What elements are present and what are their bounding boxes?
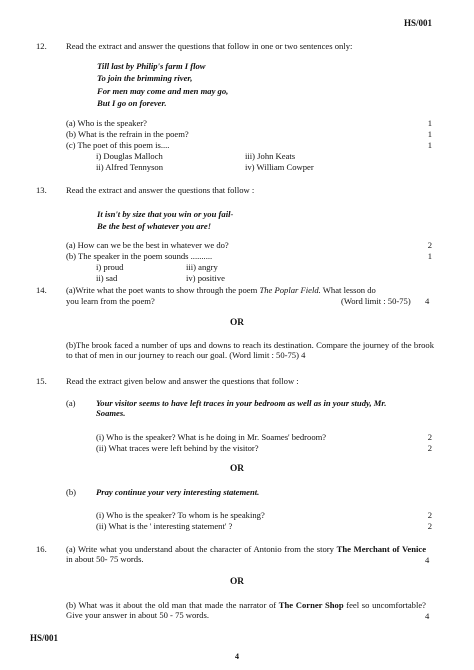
q12-number: 12.: [36, 41, 47, 51]
q13-mark-a: 2: [427, 240, 432, 250]
q14-part-a: (a)Write what the poet wants to show through the poem The Poplar Field. What lesson do: [66, 285, 376, 295]
or-divider: OR: [229, 577, 245, 587]
poem-line: Be the best of whatever you are!: [97, 221, 212, 232]
poem-line: For men may come and men may go,: [97, 85, 229, 96]
q13-item-b: (b) The speaker in the poem sounds ..........: [66, 251, 213, 261]
poem-line: Till last by Philip's farm I flow: [97, 61, 206, 71]
q15-b-label: (b): [66, 487, 77, 497]
footer-code: HS/001: [30, 633, 59, 643]
q15-b-item: (i) Who is the speaker? To whom is he speaking?: [96, 510, 265, 520]
q12-item-a: (a) Who is the speaker?: [66, 118, 147, 128]
q12-item-c: (c) The poet of this poem is....: [66, 140, 170, 150]
q13-intro: Read the extract and answer the questions that follow :: [66, 185, 255, 195]
q14-number: 14.: [36, 285, 47, 295]
header-code: HS/001: [404, 18, 433, 28]
q15-number: 15.: [36, 376, 47, 386]
q13-option: iv) positive: [186, 273, 225, 283]
q12-intro: Read the extract and answer the questions that follow in one or two sentences only:: [66, 41, 353, 51]
q16-mark-b: 4: [425, 611, 430, 621]
or-divider: OR: [229, 318, 245, 328]
q16-part-b: (b) What was it about the old man that made the narrator of The Corner Shop feel so uncomfortable? Give your answer in about 50 - 75 words.: [66, 600, 426, 621]
q12-option: iv) William Cowper: [245, 162, 314, 172]
q14-word-limit: (Word limit : 50-75): [341, 296, 411, 306]
q14-part-b: (b)The brook faced a number of ups and downs to reach its destination. Compare the journey of the brook to that of men in our journey to reach our goal. (Word limit : 50-75) 4: [66, 340, 434, 361]
story-title: The Merchant of Venice: [336, 544, 427, 554]
q13-mark-b: 1: [427, 251, 432, 261]
q15-a-mark: 2: [427, 432, 432, 442]
poem-title: The Poplar Field.: [259, 285, 321, 295]
q15-a-quote: Your visitor seems to have left traces in your bedroom as well as in your study, Mr. Soames.: [96, 398, 387, 419]
q15-b-item: (ii) What is the ' interesting statement' ?: [96, 521, 233, 531]
q15-b-quote: Pray continue your very interesting statement.: [96, 487, 260, 497]
q16-part-a: (a) Write what you understand about the character of Antonio from the story The Merchant of Venice in about 50- 75 words.: [66, 544, 427, 565]
q13-poem: [97, 208, 233, 233]
or-divider: OR: [229, 464, 245, 474]
q12-option: iii) John Keats: [245, 151, 296, 161]
poem-line: It isn't by size that you win or you fail-: [97, 209, 234, 219]
q13-option: iii) angry: [186, 262, 218, 272]
q13-item-a: (a) How can we be the best in whatever we do?: [66, 240, 229, 250]
page-number: 4: [235, 652, 239, 661]
q12-mark-a: 1: [427, 118, 432, 128]
q12-option: ii) Alfred Tennyson: [96, 162, 164, 172]
q12-poem: [97, 60, 228, 110]
q12-option: i) Douglas Malloch: [96, 151, 163, 161]
poem-line: But I go on forever.: [97, 98, 167, 109]
q15-b-mark: 2: [427, 510, 432, 520]
q15-a-label: (a): [66, 398, 76, 408]
q15-a-mark: 2: [427, 443, 432, 453]
q15-intro: Read the extract given below and answer the questions that follow :: [66, 376, 299, 386]
q12-mark-b: 1: [427, 129, 432, 139]
q16-mark-a: 4: [425, 555, 430, 565]
q12-mark-c: 1: [427, 140, 432, 150]
story-title: The Corner Shop: [278, 600, 344, 610]
q16-number: 16.: [36, 544, 47, 554]
poem-line: To join the brimming river,: [97, 73, 193, 84]
q13-number: 13.: [36, 185, 47, 195]
q15-a-item: (i) Who is the speaker? What is he doing in Mr. Soames' bedroom?: [96, 432, 327, 442]
q13-option: i) proud: [96, 262, 124, 272]
q14-mark-a: 4: [425, 296, 430, 306]
q15-b-mark: 2: [427, 521, 432, 531]
q14-part-a-line2: you learn from the poem?: [66, 296, 155, 306]
q15-a-item: (ii) What traces were left behind by the visitor?: [96, 443, 259, 453]
q12-item-b: (b) What is the refrain in the poem?: [66, 129, 189, 139]
q13-option: ii) sad: [96, 273, 118, 283]
